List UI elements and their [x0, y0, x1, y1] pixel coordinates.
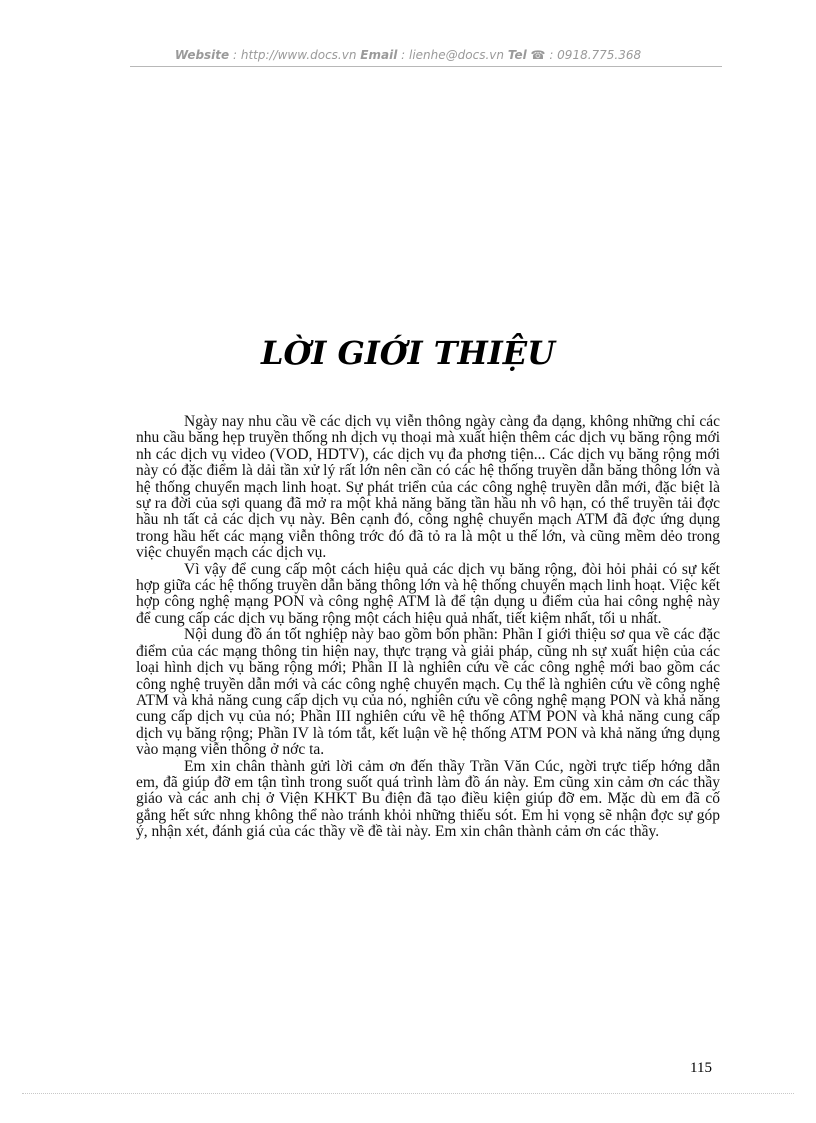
paragraph: Vì vậy để cung cấp một cách hiệu quả các dịch vụ băng rộng, đòi hỏi phải có sự kết hợp giữa các hệ thống truyền dẫn băng thông lớn và hệ thống chuyển mạch linh hoạt. Việc kết hợp công nghệ mạng PON và công nghệ ATM là để tận dụng u điểm của hai công nghệ này để cung cấp các dịch vụ băng rộng một cách hiệu quả nhất, tiết kiệm nhất, tối u nhất. — [136, 560, 720, 627]
website-value: : http://www.docs.vn — [233, 48, 357, 62]
page-header — [0, 48, 816, 62]
tel-label: Tel — [507, 48, 527, 62]
page-title: LỜI GIỚI THIỆU — [260, 334, 556, 372]
email-value: : lienhe@docs.vn — [401, 48, 504, 62]
footer-divider — [22, 1093, 794, 1094]
phone-icon: ☎ — [530, 48, 546, 62]
paragraph: Nội dung đồ án tốt nghiệp này bao gồm bốn phần: Phần I giới thiệu sơ qua về các đặc điểm của các mạng thông tin hiện nay, thực trạng và giải pháp, cũng nh sự xuất hiện của các loại hình dịch vụ băng rộng mới; Phần II là nghiên cứu về các công nghệ mới bao gồm các công nghệ truyền dẫn mới và các công nghệ chuyển mạch. Cụ thể là nghiên cứu về công nghệ ATM và khả năng cung cấp dịch vụ của nó, nghiên cứu về công nghệ mạng PON và khả năng cung cấp dịch vụ của nó; Phần III nghiên cứu về hệ thống ATM PON và khả năng cung cấp dịch vụ băng rộng; Phần IV là tóm tắt, kết luận về hệ thống ATM PON và khả năng ứng dụng vào mạng viễn thông ở nớc ta. — [136, 626, 720, 759]
email-label: Email — [360, 48, 398, 62]
website-label: Website — [174, 48, 230, 62]
paragraph: Ngày nay nhu cầu về các dịch vụ viễn thông ngày càng đa dạng, không những chỉ các nhu cầu băng hẹp truyền thống nh dịch vụ thoại mà xuất hiện thêm các dịch vụ băng rộng mới nh các dịch vụ video (VOD, HDTV), các dịch vụ đa phơng tiện... Các dịch vụ băng rộng mới này có đặc điểm là dải tần xử lý rất lớn nên cần có các hệ thống truyền dẫn băng thông lớn và hệ thống chuyển mạch linh hoạt. Sự phát triển của các công nghệ truyền dẫn mới, đặc biệt là sự ra đời của sợi quang đã mở ra một khả năng băng tần hầu nh vô hạn, có thể truyền tải đợc hầu nh tất cả các dịch vụ này. Bên cạnh đó, công nghệ chuyển mạch ATM đã đợc ứng dụng trong hầu hết các mạng viễn thông trớc đó đã tỏ ra là một u thế lớn, và cũng mềm dẻo trong việc chuyển mạch các dịch vụ. — [136, 413, 720, 562]
page-number: 115 — [690, 1060, 712, 1076]
paragraph: Em xin chân thành gửi lời cảm ơn đến thầy Trần Văn Cúc, ngời trực tiếp hớng dẫn em, đã giúp đỡ em tận tình trong suốt quá trình làm đồ án này. Em cũng xin cảm ơn các thầy giáo và các anh chị ở Viện KHKT Bu điện đã tạo điều kiện giúp đỡ em. Mặc dù em đã cố gắng hết sức nhng không thể nào tránh khỏi những thiếu sót. Em hi vọng sẽ nhận đợc sự góp ý, nhận xét, đánh giá của các thầy về đề tài này. Em xin chân thành cảm ơn các thầy. — [136, 757, 720, 841]
tel-value: : 0918.775.368 — [549, 48, 642, 62]
document-body — [136, 414, 720, 841]
header-divider — [130, 66, 722, 67]
